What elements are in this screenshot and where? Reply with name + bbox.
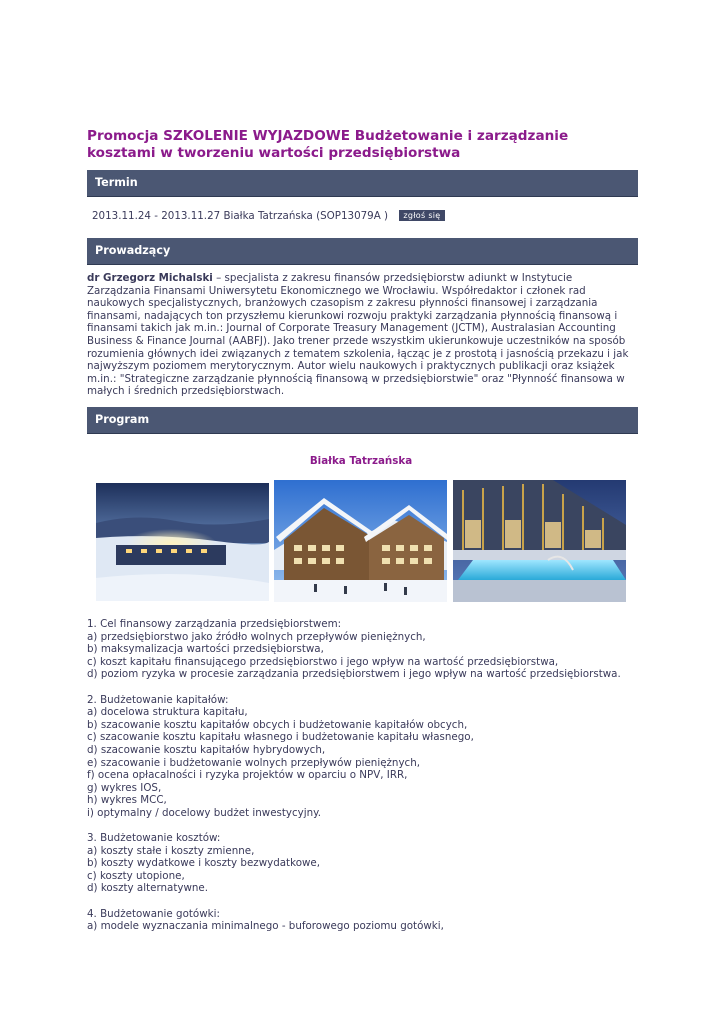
program-block-2 bbox=[87, 694, 638, 820]
resort-night-photo bbox=[96, 483, 269, 601]
program-line: 3. Budżetowanie kosztów: bbox=[87, 832, 221, 845]
term-text: 2013.11.24 - 2013.11.27 Białka Tatrzańska (SOP13079A ) bbox=[92, 210, 389, 222]
program-line: i) optymalny / docelowy budżet inwestycyjny. bbox=[87, 806, 322, 819]
term-line bbox=[92, 210, 445, 222]
program-line: b) szacowanie kosztu kapitałów obcych i budżetowanie kapitałów obcych, bbox=[87, 718, 468, 731]
trainer-description: – specjalista z zakresu finansów przedsiębiorstw adiunkt w Instytucie Zarządzania Finansami Uniwersytetu Ekonomicznego we Wrocławiu. Współredaktor i członek rad naukowych specjalistycznych, branżowych czasopism z zakresu płynności finansowej i zarządzania finansami, nadających ton przyszłemu kierunkowi rozwoju praktyki zarządzania płynnością finansową i finansami takich jak m.in.: Journal of Corporate Treasury Management (JCTM), Australasian Accounting Business & Finance Journal (AABFJ). Jako trener przede wszystkim ukierunkowuje uczestników na sposób rozumienia głównych idei związanych z tematem szkolenia, łącząc je z prostotą i jasnością przekazu i jak najwyższym poziomem merytorycznym. Autor wielu naukowych i praktycznych publikacji oraz książek m.in.: "Strategiczne zarządzanie płynnością finansową w przedsiębiorstwie" oraz "Płynność finansowa w małych i średnich przedsiębiorstwach. bbox=[87, 272, 629, 398]
program-block-1 bbox=[87, 618, 638, 681]
indoor-pool-photo bbox=[453, 480, 626, 602]
program-content bbox=[87, 618, 638, 945]
program-line: c) koszty utopione, bbox=[87, 869, 185, 882]
location-caption: Białka Tatrzańska bbox=[309, 455, 413, 467]
program-line: a) docelowa struktura kapitału, bbox=[87, 706, 248, 719]
program-line: a) modele wyznaczania minimalnego - buforowego poziomu gotówki, bbox=[87, 920, 444, 933]
program-line: c) szacowanie kosztu kapitału własnego i budżetowanie kapitału własnego, bbox=[87, 731, 474, 744]
section-header-label: Prowadzący bbox=[95, 244, 171, 257]
program-line: b) koszty wydatkowe i koszty bezwydatkowe, bbox=[87, 857, 321, 870]
program-line: 2. Budżetowanie kapitałów: bbox=[87, 693, 229, 706]
document-page bbox=[87, 128, 638, 933]
program-line: b) maksymalizacja wartości przedsiębiorstwa, bbox=[87, 643, 324, 656]
section-header-label: Program bbox=[95, 413, 150, 426]
hotel-building-photo bbox=[274, 480, 447, 602]
program-line: e) szacowanie i budżetowanie wolnych przepływów pieniężnych, bbox=[87, 756, 421, 769]
section-header-label: Termin bbox=[95, 176, 138, 189]
section-header-program bbox=[87, 407, 638, 434]
program-line: d) szacowanie kosztu kapitałów hybrydowych, bbox=[87, 743, 326, 756]
page-title: Promocja SZKOLENIE WYJAZDOWE Budżetowanie i zarządzanie kosztami w tworzeniu wartości przedsiębiorstwa bbox=[87, 128, 569, 161]
program-line: d) poziom ryzyka w procesie zarządzania przedsiębiorstwem i jego wpływ na wartość przedsiębiorstwa. bbox=[87, 668, 621, 681]
program-block-3 bbox=[87, 832, 638, 895]
program-block-4 bbox=[87, 908, 638, 933]
program-line: f) ocena opłacalności i ryzyka projektów w oparciu o NPV, IRR, bbox=[87, 769, 408, 782]
program-line: a) przedsiębiorstwo jako źródło wolnych przepływów pieniężnych, bbox=[87, 630, 426, 643]
program-line: g) wykres IOS, bbox=[87, 781, 162, 794]
program-line: c) koszt kapitału finansującego przedsiębiorstwo i jego wpływ na wartość przedsiębiorstwa, bbox=[87, 655, 559, 668]
program-line: d) koszty alternatywne. bbox=[87, 882, 209, 895]
signup-button[interactable]: zgłoś się bbox=[399, 210, 444, 221]
program-line: 4. Budżetowanie gotówki: bbox=[87, 907, 220, 920]
program-line: 1. Cel finansowy zarządzania przedsiębiorstwem: bbox=[87, 618, 342, 630]
section-header-termin bbox=[87, 170, 638, 197]
program-line: h) wykres MCC, bbox=[87, 794, 167, 807]
section-header-prowadzacy bbox=[87, 238, 638, 265]
program-line: a) koszty stałe i koszty zmienne, bbox=[87, 844, 255, 857]
trainer-bio bbox=[87, 272, 635, 398]
trainer-name: dr Grzegorz Michalski bbox=[87, 272, 213, 284]
